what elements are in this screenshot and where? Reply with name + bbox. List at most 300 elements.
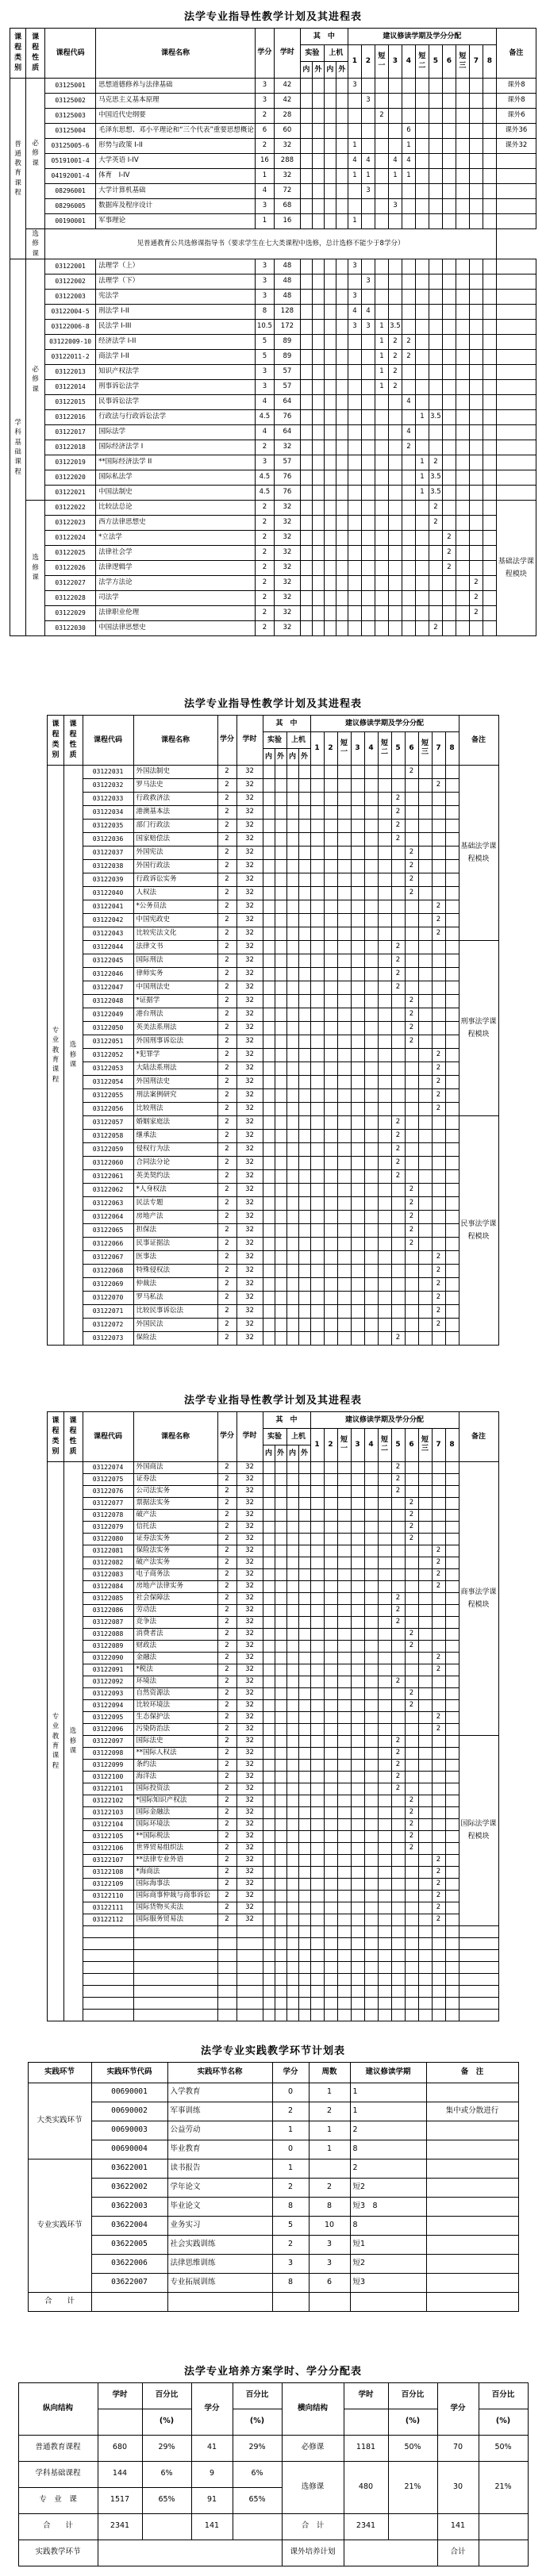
sem-credit-cell bbox=[415, 154, 429, 169]
sem-credit-cell bbox=[378, 1250, 391, 1264]
hours-cell: 32 bbox=[236, 1616, 263, 1628]
exp-hours-cell bbox=[275, 1521, 286, 1533]
sem-credit-cell bbox=[351, 1985, 364, 1997]
col-sem-6: 6 bbox=[405, 731, 418, 765]
credits-cell: 2 bbox=[217, 1914, 236, 1925]
practice-table-header bbox=[28, 2062, 518, 2083]
credits-cell bbox=[217, 1925, 236, 1937]
course-row bbox=[10, 334, 536, 349]
sem-credit-cell bbox=[432, 1937, 445, 1949]
course-name: 保险法实务 bbox=[133, 1545, 217, 1557]
sem-credit-cell bbox=[361, 124, 375, 139]
exp-hours-cell bbox=[298, 1102, 310, 1115]
sem-credit-cell bbox=[445, 1521, 459, 1533]
course-code: 03122017 bbox=[45, 424, 96, 440]
sem-credit-cell bbox=[375, 590, 388, 605]
sem-credit-cell bbox=[324, 1509, 337, 1521]
sem-credit-cell bbox=[378, 994, 391, 1008]
sem-credit-cell: 1 bbox=[415, 485, 429, 500]
sem-credit-cell bbox=[337, 859, 351, 873]
category-cell: 学科基础课程 bbox=[10, 259, 26, 635]
sem-credit-cell: 2 bbox=[432, 778, 445, 792]
exp-hours-cell bbox=[263, 1687, 275, 1699]
sem-credit-cell bbox=[337, 1985, 351, 1997]
exp-hours-cell bbox=[275, 1628, 286, 1640]
sem-credit-cell bbox=[324, 1771, 337, 1783]
hours-cell: 32 bbox=[236, 1818, 263, 1830]
sem-credit-cell bbox=[391, 859, 405, 873]
exp-hours-cell bbox=[275, 1592, 286, 1604]
course-row bbox=[10, 79, 536, 94]
sem-credit-cell bbox=[310, 1640, 324, 1652]
sem-credit-cell bbox=[375, 485, 388, 500]
sem-credit-cell: 2 bbox=[391, 1169, 405, 1183]
exp-hours-cell bbox=[263, 1854, 275, 1866]
sem-credit-cell bbox=[415, 500, 429, 515]
col-credits: 学分 bbox=[272, 2062, 309, 2083]
sem-credit-cell bbox=[348, 379, 361, 394]
course-name: 条约法 bbox=[133, 1759, 217, 1771]
exp-hours-cell bbox=[275, 778, 286, 792]
course-row bbox=[48, 954, 498, 967]
exp-hours-cell bbox=[298, 1783, 310, 1795]
sem-credit-cell bbox=[418, 1664, 432, 1676]
sem-credit-cell bbox=[391, 1830, 405, 1842]
sem-credit-cell bbox=[378, 805, 391, 819]
sem-credit-cell bbox=[378, 778, 391, 792]
course-plan-table bbox=[47, 1411, 498, 2021]
sem-credit-cell bbox=[324, 1115, 337, 1129]
sem-credit-cell bbox=[415, 94, 429, 109]
sem-credit-cell bbox=[445, 1902, 459, 1914]
sem-credit-cell bbox=[432, 1985, 445, 1997]
sem-credit-cell bbox=[388, 79, 402, 94]
exp-hours-cell bbox=[263, 1795, 275, 1806]
exp-hours-cell bbox=[275, 873, 286, 886]
credits-cell: 3 bbox=[255, 379, 274, 394]
sem-credit-cell bbox=[337, 1664, 351, 1676]
credits-cell: 2 bbox=[217, 832, 236, 846]
course-name: 海洋法 bbox=[133, 1771, 217, 1783]
sem-credit-cell bbox=[364, 886, 378, 900]
sem-credit-cell bbox=[378, 1264, 391, 1277]
exp-hours-cell bbox=[300, 394, 312, 409]
sem-credit-cell: 2 bbox=[405, 1830, 418, 1842]
exp-hours-cell bbox=[298, 1473, 310, 1485]
exp-hours-cell bbox=[324, 349, 336, 364]
course-row bbox=[48, 1842, 498, 1854]
course-plan-section-2 bbox=[0, 636, 546, 1346]
hours-cell bbox=[236, 1973, 263, 1985]
sem-credit-cell bbox=[445, 1616, 459, 1628]
sem-credit-cell: 4 bbox=[348, 304, 361, 319]
exp-hours-cell bbox=[298, 1277, 310, 1291]
sem-credit-cell bbox=[388, 605, 402, 620]
hours-cell: 32 bbox=[236, 1485, 263, 1497]
sem-credit-cell bbox=[361, 364, 375, 379]
sem-credit-cell bbox=[418, 1937, 432, 1949]
sem-credit-cell bbox=[351, 927, 364, 940]
course-name: 西方法律思想史 bbox=[96, 515, 256, 530]
sem-credit-cell: 2 bbox=[432, 900, 445, 913]
credits-cell: 2 bbox=[217, 1842, 236, 1854]
sem-credit-cell bbox=[337, 1250, 351, 1264]
exp-hours-cell bbox=[324, 424, 336, 440]
sem-credit-cell bbox=[415, 349, 429, 364]
credits-cell: 1 bbox=[255, 214, 274, 229]
exp-hours-cell bbox=[275, 1223, 286, 1237]
course-row bbox=[48, 1735, 498, 1747]
sem-credit-cell bbox=[388, 560, 402, 575]
sem-credit-cell bbox=[378, 859, 391, 873]
sem-credit-cell bbox=[469, 199, 483, 214]
sem-credit-cell bbox=[351, 900, 364, 913]
credits-cell: 2 bbox=[217, 1473, 236, 1485]
sem-credit-cell bbox=[378, 1914, 391, 1925]
col-sem-distribution: 建议修读学期及学分分配 bbox=[310, 1411, 459, 1428]
course-row bbox=[10, 364, 536, 379]
sem-credit-cell bbox=[445, 1061, 459, 1075]
sem-credit-cell bbox=[483, 79, 496, 94]
exp-hours-cell bbox=[324, 364, 336, 379]
sem-credit-cell bbox=[405, 792, 418, 805]
sem-credit-cell bbox=[418, 1866, 432, 1878]
remark-cell bbox=[459, 1925, 498, 1937]
sem-credit-cell bbox=[351, 1250, 364, 1264]
course-name: *国际知识产权法 bbox=[133, 1795, 217, 1806]
exp-hours-cell bbox=[286, 1048, 298, 1061]
exp-hours-cell bbox=[298, 1997, 310, 2009]
sem-credit-cell bbox=[310, 1061, 324, 1075]
sem-credit-cell bbox=[445, 1223, 459, 1237]
sem-credit-cell bbox=[337, 1075, 351, 1088]
sem-credit-cell bbox=[337, 1277, 351, 1291]
sem-credit-cell bbox=[415, 515, 429, 530]
practice-row bbox=[28, 2102, 518, 2121]
sem-credit-cell bbox=[429, 590, 442, 605]
sem-credit-cell bbox=[378, 1604, 391, 1616]
course-name: 外国法制史 bbox=[133, 765, 217, 778]
category-cell: 专业教育课程 bbox=[48, 765, 63, 1345]
sem-credit-cell bbox=[351, 1628, 364, 1640]
sem-credit-cell bbox=[483, 214, 496, 229]
course-plan-section-3 bbox=[0, 1346, 546, 2021]
sem-credit-cell bbox=[324, 1628, 337, 1640]
sem-credit-cell bbox=[445, 1533, 459, 1545]
credits-cell: 4.5 bbox=[255, 485, 274, 500]
course-row bbox=[10, 94, 536, 109]
sem-credit-cell bbox=[351, 1568, 364, 1580]
sem-credit-cell bbox=[418, 913, 432, 927]
exp-hours-cell bbox=[300, 274, 312, 289]
sem-credit-cell: 4 bbox=[402, 154, 415, 169]
sem-credit-cell bbox=[351, 1497, 364, 1509]
course-code: 04192001-4 bbox=[45, 169, 96, 184]
hours-cell: 68 bbox=[274, 199, 300, 214]
sem-credit-cell bbox=[442, 79, 456, 94]
exp-hours-cell bbox=[275, 805, 286, 819]
course-name: 国际货物买卖法 bbox=[133, 1902, 217, 1914]
sem-credit-cell bbox=[310, 1664, 324, 1676]
sem-credit-cell bbox=[337, 819, 351, 832]
sem-credit-cell: 3 bbox=[361, 274, 375, 289]
course-code bbox=[83, 1949, 133, 1961]
sem-credit-cell bbox=[445, 1854, 459, 1866]
sem-credit-cell bbox=[391, 1088, 405, 1102]
sem-credit-cell bbox=[310, 1169, 324, 1183]
sem-credit-cell bbox=[429, 79, 442, 94]
sem-credit-cell bbox=[324, 1156, 337, 1169]
course-code: 03122024 bbox=[45, 530, 96, 545]
exp-hours-cell bbox=[298, 1866, 310, 1878]
exp-hours-cell bbox=[263, 1223, 275, 1237]
exp-hours-cell bbox=[312, 79, 324, 94]
exp-hours-cell bbox=[336, 470, 348, 485]
sem-credit-cell bbox=[310, 994, 324, 1008]
hours-cell: 16 bbox=[274, 214, 300, 229]
exp-hours-cell bbox=[286, 1291, 298, 1304]
sem-credit-cell bbox=[456, 79, 469, 94]
sem-credit-cell bbox=[405, 1961, 418, 1973]
sem-credit-cell bbox=[364, 1592, 378, 1604]
exp-hours-cell bbox=[324, 214, 336, 229]
course-name: 比较宪法文化 bbox=[133, 927, 217, 940]
sem-credit-cell bbox=[351, 1102, 364, 1115]
hours-cell bbox=[236, 1961, 263, 1973]
sem-credit-cell bbox=[310, 1830, 324, 1842]
sem-credit-cell bbox=[324, 1640, 337, 1652]
course-code: 03122110 bbox=[83, 1890, 133, 1902]
hours-cell: 32 bbox=[236, 1264, 263, 1277]
course-name: 侵权行为法 bbox=[133, 1142, 217, 1156]
sem-credit-cell bbox=[364, 1664, 378, 1676]
sem-credit-cell bbox=[310, 1088, 324, 1102]
course-code: 03122051 bbox=[83, 1035, 133, 1048]
credits-cell: 2 bbox=[217, 1048, 236, 1061]
exp-hours-cell bbox=[275, 1830, 286, 1842]
exp-hours-cell bbox=[298, 1759, 310, 1771]
sem-credit-cell bbox=[310, 1699, 324, 1711]
sem-credit-cell bbox=[415, 184, 429, 199]
sem-credit-cell bbox=[364, 1925, 378, 1937]
course-code: 03122088 bbox=[83, 1628, 133, 1640]
sem-credit-cell bbox=[351, 1616, 364, 1628]
credits-cell: 2 bbox=[217, 1747, 236, 1759]
course-name: 信托法 bbox=[133, 1521, 217, 1533]
sem-credit-cell bbox=[418, 1129, 432, 1142]
sem-credit-cell bbox=[469, 169, 483, 184]
sem-credit-cell bbox=[324, 1997, 337, 2009]
exp-hours-cell bbox=[286, 1937, 298, 1949]
credits-cell: 2 bbox=[217, 913, 236, 927]
nature-cell: 必修课 bbox=[26, 79, 45, 229]
sem-credit-cell bbox=[391, 994, 405, 1008]
sem-credit-cell bbox=[351, 1890, 364, 1902]
sem-credit-cell bbox=[310, 778, 324, 792]
sem-credit-cell bbox=[364, 1223, 378, 1237]
col-sem-2: 2 bbox=[361, 45, 375, 79]
sem-credit-cell bbox=[432, 765, 445, 778]
sem-credit-cell bbox=[445, 1842, 459, 1854]
exp-hours-cell bbox=[298, 1842, 310, 1854]
sem-credit-cell bbox=[324, 1759, 337, 1771]
sem-credit-cell bbox=[364, 1806, 378, 1818]
course-code: 03122106 bbox=[83, 1842, 133, 1854]
sem-credit-cell bbox=[310, 832, 324, 846]
sem-credit-cell bbox=[445, 1949, 459, 1961]
sem-credit-cell bbox=[310, 1250, 324, 1264]
sem-credit-cell bbox=[402, 199, 415, 214]
course-row bbox=[10, 470, 536, 485]
sem-credit-cell bbox=[456, 319, 469, 334]
sem-credit-cell bbox=[418, 1723, 432, 1735]
course-name: **国际人权法 bbox=[133, 1747, 217, 1759]
sem-credit-cell bbox=[388, 214, 402, 229]
remark-cell bbox=[426, 2159, 518, 2178]
course-code: 03122103 bbox=[83, 1806, 133, 1818]
course-name: **国际税法 bbox=[133, 1830, 217, 1842]
course-name: 破产法实务 bbox=[133, 1557, 217, 1568]
sem-credit-cell bbox=[361, 409, 375, 424]
sem-credit-cell bbox=[418, 1902, 432, 1914]
value-cell bbox=[388, 2513, 437, 2540]
exp-hours-cell bbox=[336, 139, 348, 154]
exp-hours-cell bbox=[298, 1061, 310, 1075]
exp-hours-cell bbox=[300, 109, 312, 124]
sem-credit-cell bbox=[378, 1652, 391, 1664]
sem-credit-cell bbox=[351, 1842, 364, 1854]
value-cell: 144 bbox=[98, 2461, 142, 2487]
exp-hours-cell bbox=[275, 1664, 286, 1676]
sem-credit-cell bbox=[348, 334, 361, 349]
sem-credit-cell bbox=[469, 364, 483, 379]
sem-credit-cell bbox=[415, 109, 429, 124]
sem-credit-cell bbox=[418, 1580, 432, 1592]
value-cell: 41 bbox=[191, 2435, 233, 2461]
module-remark-cell: 国际法学课程模块 bbox=[459, 1735, 498, 1925]
sem-credit-cell bbox=[405, 778, 418, 792]
sem-credit-cell bbox=[378, 1878, 391, 1890]
sem-credit-cell bbox=[351, 1806, 364, 1818]
sem-credit-cell bbox=[324, 967, 337, 981]
remark-cell bbox=[496, 470, 536, 485]
sem-credit-cell bbox=[310, 1521, 324, 1533]
sem-credit-cell bbox=[351, 913, 364, 927]
exp-hours-cell bbox=[263, 1115, 275, 1129]
col-percent-unit: (%) bbox=[388, 2409, 437, 2435]
sem-credit-cell bbox=[483, 94, 496, 109]
sem-credit-cell bbox=[402, 530, 415, 545]
sem-credit-cell bbox=[324, 1818, 337, 1830]
sem-credit-cell bbox=[442, 500, 456, 515]
sem-credit-cell bbox=[351, 1461, 364, 1473]
course-table-body bbox=[48, 1461, 498, 2021]
course-name: 公司法实务 bbox=[133, 1485, 217, 1497]
remark-cell bbox=[496, 199, 536, 214]
sem-credit-cell bbox=[445, 1277, 459, 1291]
sem-credit-cell bbox=[391, 1497, 405, 1509]
exp-hours-cell bbox=[312, 139, 324, 154]
sem-credit-cell bbox=[415, 199, 429, 214]
sem-credit-cell bbox=[405, 1142, 418, 1156]
course-code: 03122060 bbox=[83, 1156, 133, 1169]
value-cell: 2341 bbox=[344, 2513, 388, 2540]
sem-credit-cell bbox=[402, 605, 415, 620]
sem-credit-cell bbox=[405, 1473, 418, 1485]
sem-credit-cell: 1 bbox=[348, 214, 361, 229]
hours-cell: 32 bbox=[274, 515, 300, 530]
sem-credit-cell bbox=[324, 1473, 337, 1485]
credits-cell: 2 bbox=[217, 778, 236, 792]
sem-credit-cell bbox=[351, 1783, 364, 1795]
sem-credit-cell bbox=[351, 1061, 364, 1075]
course-name: 国际金融法 bbox=[133, 1806, 217, 1818]
sem-credit-cell bbox=[483, 424, 496, 440]
sem-credit-cell bbox=[456, 199, 469, 214]
col-sem-短一: 短一 bbox=[375, 45, 388, 79]
exp-hours-cell bbox=[300, 485, 312, 500]
col-sem-3: 3 bbox=[388, 45, 402, 79]
course-row bbox=[10, 455, 536, 470]
exp-hours-cell bbox=[263, 1142, 275, 1156]
credits-cell: 2 bbox=[217, 1604, 236, 1616]
sem-credit-cell bbox=[483, 379, 496, 394]
course-row bbox=[48, 1088, 498, 1102]
exp-hours-cell bbox=[298, 1949, 310, 1961]
col-hours: 学时 bbox=[98, 2382, 142, 2409]
sem-credit-cell bbox=[432, 1818, 445, 1830]
sem-credit-cell bbox=[348, 409, 361, 424]
sem-credit-cell bbox=[364, 1061, 378, 1075]
exp-hours-cell bbox=[275, 1640, 286, 1652]
col-remark: 备 注 bbox=[426, 2062, 518, 2083]
exp-hours-cell bbox=[286, 1250, 298, 1264]
credits-cell: 4 bbox=[255, 394, 274, 409]
sem-credit-cell bbox=[418, 1250, 432, 1264]
empty-course-row bbox=[48, 2009, 498, 2021]
exp-hours-cell bbox=[336, 379, 348, 394]
exp-hours-cell bbox=[300, 500, 312, 515]
sem-credit-cell bbox=[324, 1866, 337, 1878]
course-name: 国际商事仲裁与商事诉讼 bbox=[133, 1890, 217, 1902]
col-comp-outside: 外 bbox=[298, 1445, 310, 1461]
sem-credit-cell bbox=[418, 1485, 432, 1497]
col-hours-sub bbox=[344, 2409, 388, 2435]
sem-credit-cell bbox=[391, 1210, 405, 1223]
sem-credit-cell bbox=[415, 319, 429, 334]
sem-credit-cell bbox=[415, 139, 429, 154]
course-name: 刑法学 I-II bbox=[96, 304, 256, 319]
sem-credit-cell bbox=[483, 154, 496, 169]
hours-cell: 32 bbox=[236, 873, 263, 886]
course-code: 03122094 bbox=[83, 1699, 133, 1711]
exp-hours-cell bbox=[300, 349, 312, 364]
sem-credit-cell bbox=[432, 1604, 445, 1616]
hours-cell: 32 bbox=[236, 913, 263, 927]
hours-cell: 32 bbox=[236, 1806, 263, 1818]
sem-credit-cell: 2 bbox=[405, 1509, 418, 1521]
sem-credit-cell bbox=[337, 1521, 351, 1533]
sem-credit-cell bbox=[456, 424, 469, 440]
exp-hours-cell bbox=[286, 1035, 298, 1048]
credits-cell: 2 bbox=[255, 515, 274, 530]
sem-credit-cell bbox=[337, 1937, 351, 1949]
exp-hours-cell bbox=[298, 1461, 310, 1473]
sem-credit-cell bbox=[324, 1806, 337, 1818]
sem-credit-cell: 1 bbox=[375, 379, 388, 394]
exp-hours-cell bbox=[263, 1035, 275, 1048]
credits-cell: 2 bbox=[255, 560, 274, 575]
